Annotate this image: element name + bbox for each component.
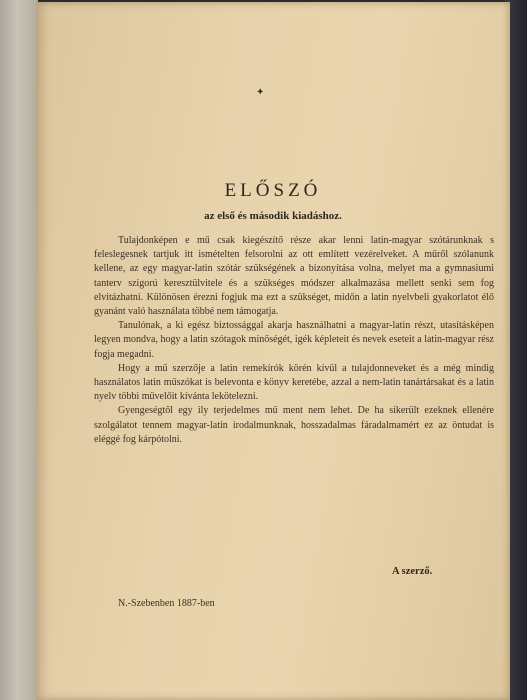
paragraph-1: Tulajdonképen e mű csak kiegészítő része akar lenni latin-magyar szótárunknak s feleslegesnek tartjuk itt ismételten felsorolni az ott említett vezérelveket. A műről szólanunk kellene, az egy magyar-latin szótár szükségének a bizonyítása volna, melyet ma a gymnasiumi tanterv szigorú keresztülvitele és a szükséges módszer alkalmazása mellett senki sem fog elvitázhatni. Különösen érezni fogjuk ma ezt a szükséget, midőn a latin nyelvbeli gyakorlatot élő gyanánt való használata többé nem támogatja. <box>94 235 494 318</box>
paragraph-4: Gyengeségtől egy ily terjedelmes mű ment nem lehet. De ha sikerült ezeknek ellenére szolgálatot tennem magyar-latin irodalmunknak, hosszadalmas fáradalmamért ez az öntudat is eléggé fog kárpótolni. <box>94 405 494 445</box>
ink-mark-icon: ✦ <box>256 87 265 98</box>
page-subtitle: az első és második kiadáshoz. <box>204 210 342 222</box>
preface-body <box>94 234 494 447</box>
book-left-edge <box>0 0 38 700</box>
book-page <box>36 2 510 700</box>
paragraph-2: Tanulónak, a ki egész biztossággal akarja használhatni a magyar-latin részt, utasításképen legyen mondva, hogy a latin szótagok minőségét, igék képleteit és nevek eseteit a latin-magyar rész fogja megadni. <box>94 320 494 360</box>
paragraph-3: Hogy a mű szerzője a latin remekírók körén kívül a tulajdonneveket és a még mindig használatos latin műszókat is belevonta e könyv keretébe, azzal a nem-latin tanártársakat és a latin nyelv többi művelőit kívánta lekötelezni. <box>94 362 494 403</box>
author-signature: A szerző. <box>392 566 433 577</box>
dateline: N.-Szebenben 1887-ben <box>118 598 215 609</box>
page-title: ELŐSZÓ <box>224 180 322 201</box>
